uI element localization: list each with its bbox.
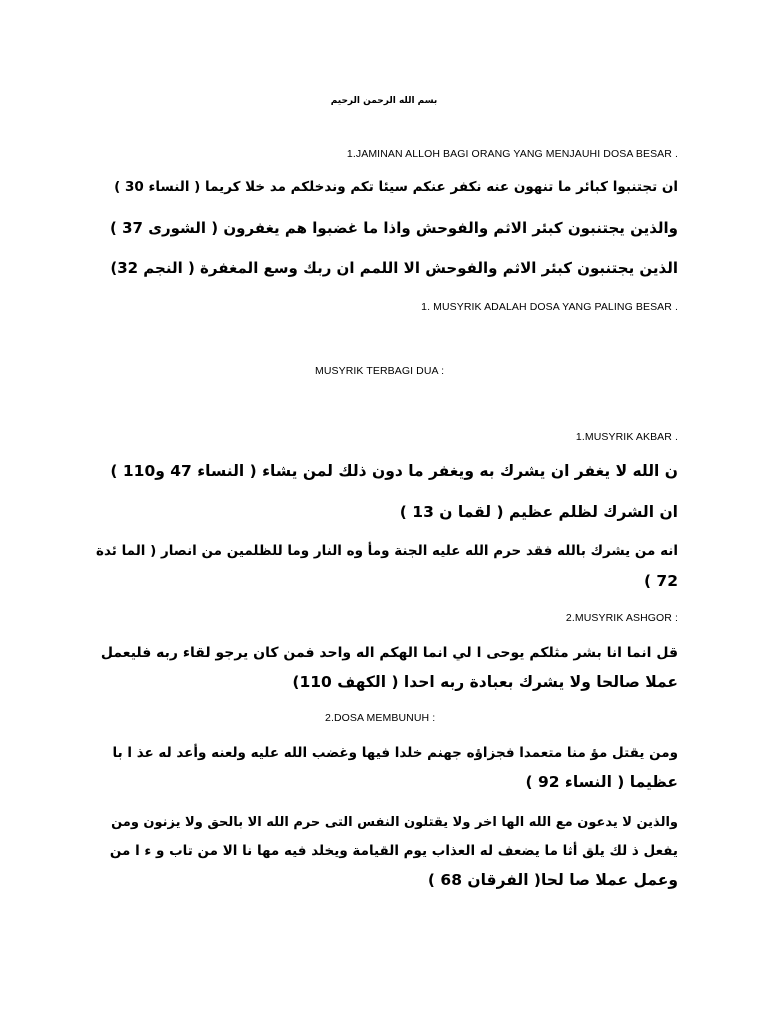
verse-furqan-68-line3: وعمل عملا صا لحا( الفرقان 68 ) [427, 871, 678, 889]
heading-musyrik-dosa-besar: 1. MUSYRIK ADALAH DOSA YANG PALING BESAR . [421, 301, 678, 313]
verse-furqan-68-line2: يفعل ذ لك يلق أثا ما يضعف له العذاب يوم القيامة ويخلد فيه مها نا الا من تاب و ء ا من [109, 843, 678, 859]
verse-maidah-72-line1: انه من يشرك بالله فقد حرم الله عليه الجنة ومأ وه النار وما للظلمين من انصار ( الما ئدة [96, 543, 678, 559]
verse-maidah-72-line2: 72 ) [643, 572, 678, 590]
verse-nisa-93-line1: ومن يقتل مؤ منا متعمدا فجزاؤه جهنم خلدا فيها وغضب الله عليه ولعنه وأعد له عذ ا با [112, 745, 678, 761]
verse-nisa-93-line2: عظيما ( النساء 92 ) [525, 773, 678, 791]
heading-musyrik-akbar: 1.MUSYRIK AKBAR . [575, 431, 678, 443]
verse-najm-32: الذين يجتنبون كبئر الاثم والفوحش الا اللمم ان ربك وسع المغفرة ( النجم 32) [110, 259, 678, 277]
heading-jaminan-alloh: 1.JAMINAN ALLOH BAGI ORANG YANG MENJAUHI DOSA BESAR . [346, 148, 678, 160]
heading-musyrik-terbagi-dua: MUSYRIK TERBAGI DUA : [315, 365, 445, 377]
heading-dosa-membunuh: 2.DOSA MEMBUNUH : [325, 712, 436, 724]
verse-nisa-47-110: ن الله لا يغفر ان يشرك به ويغفر ما دون ذلك لمن يشاء ( النساء 47 و110 ) [110, 462, 678, 480]
verse-luqman-13: ان الشرك لظلم عظيم ( لقما ن 13 ) [399, 503, 678, 521]
verse-nisa-30: ان تجتنبوا كبائر ما تنهون عنه نكفر عنكم سيئا تكم وندخلكم مد خلا كريما ( النساء 30 ) [114, 179, 678, 195]
basmala-title: بسم الله الرحمن الرحيم [330, 96, 438, 106]
verse-kahfi-110-line2: عملا صالحا ولا يشرك بعبادة ربه احدا ( الكهف 110) [292, 673, 678, 691]
verse-syura-37: والذين يجتنبون كبئر الاثم والفوحش واذا ما غضبوا هم يغفرون ( الشورى 37 ) [110, 219, 678, 237]
heading-musyrik-ashgor: 2.MUSYRIK ASHGOR : [565, 612, 678, 624]
verse-kahfi-110-line1: قل انما انا بشر مثلكم يوحى ا لي انما الهكم اله واحد فمن كان يرجو لقاء ربه فليعمل [100, 645, 678, 661]
verse-furqan-68-line1: والذين لا يدعون مع الله الها اخر ولا يقتلون النفس التى حرم الله الا بالحق ولا يزنون ومن [111, 815, 678, 830]
